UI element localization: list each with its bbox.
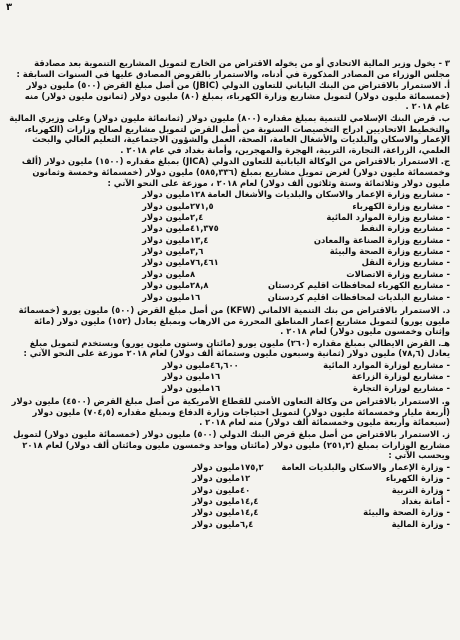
list-e	[8, 360, 450, 394]
list-e-amount: ١٦	[210, 371, 221, 382]
list-e-unit: مليون دولار	[162, 382, 210, 393]
list-c-unit: مليون دولار	[142, 246, 190, 257]
list-e-amount: ٤٦,٦٠٠	[210, 360, 239, 370]
list-g-amount: ٤٠	[240, 484, 251, 495]
list-c-row	[8, 201, 450, 212]
list-g-name: - وزارة الكهرباء	[385, 473, 450, 484]
list-c-amount: ١٦	[190, 291, 201, 302]
item-g-paragraph: ز. الاستمرار بالاقتراض من أصل مبلغ قرض البنك الدولي (٥٠٠) مليون دولار (خمسمائة مليون دولار) لتمويل مشاريع الوزارات بمبلغ (٢٥١,٢) مليون دولار (مائتان وواحد وخمسون مليون ومائتان ألف دولار) لعام ٢٠١٨ ويحسب الآتي :	[13, 428, 450, 461]
list-c-amount: ٢٧١,٥	[190, 200, 214, 211]
list-c-amount: ٨	[190, 268, 196, 279]
list-g-amount: ١٢	[240, 473, 251, 484]
list-c-row	[8, 257, 450, 268]
document-body	[8, 58, 450, 530]
list-e-name: - مشاريع لوزارة الزراعة	[351, 371, 450, 382]
item-a-paragraph: أ. الاستمرار بالاقتراض من البنك الياباني للتعاون الدولي (JBIC) من أصل مبلغ القرض (٥٠٠) مليون دولار (خمسمائة مليون دولار) لتمويل مشاريع وزارة الكهرباء، بمبلغ (٨٠) مليون دولار (ثمانون مليون دولار) منه عام ٢٠١٨ .	[24, 80, 450, 112]
list-e-name: - مشاريع لوزارة التجارة	[353, 382, 450, 393]
list-g	[8, 462, 450, 530]
list-g-amount: ٦,٤	[240, 518, 254, 529]
page-marker: ٣	[6, 2, 13, 13]
list-c	[8, 189, 450, 303]
list-g-unit: مليون دولار	[192, 473, 240, 484]
item-e-paragraph: هـ. القرض الايطالي بمبلغ مقداره (٢٦٠) مليون يورو (مائتان وستون مليون يورو) ويستخدم لتمويل مبلغ يعادل (٧٨,٦) مليون دولار (ثمانية وسبعون مليون وستمائة ألف دولار) لعام ٢٠١٨ موزعة على النحو الآتي :	[23, 337, 450, 359]
list-g-amount: ١٤,٤	[240, 507, 259, 518]
list-c-unit: مليون دولار	[142, 234, 190, 245]
list-c-name: - مشاريع وزارة الكهرباء	[352, 200, 450, 211]
list-e-amount: ١٦	[210, 382, 221, 393]
list-g-row	[8, 519, 450, 530]
list-c-name: - مشاريع وزارة الصحة والبيئة	[329, 246, 450, 257]
list-c-name: - مشاريع وزارة الصناعة والمعادن	[313, 234, 450, 245]
list-g-name: - أمانة بغداد	[401, 495, 450, 506]
list-g-unit: مليون دولار	[192, 495, 240, 506]
list-c-unit: مليون دولار	[142, 223, 190, 234]
list-c-name: - مشاريع وزارة النفط	[360, 223, 450, 234]
list-c-unit: مليون دولار	[142, 268, 190, 279]
list-c-amount: ٢٨,٨	[190, 280, 209, 291]
list-c-name: - مشاريع الكهرباء لمحافظات اقليم كردستان	[267, 280, 450, 291]
list-c-row	[8, 212, 450, 223]
list-c-amount: ٤١,٣٧٥	[190, 223, 219, 234]
item-f-paragraph: و. الاستمرار بالاقتراض من وكالة التعاون الأمني للقطاع الأمريكية من أصل مبلغ القرض (٤٥٠٠) مليون دولار (أربعة مليار وخمسمائة مليون دولار) لتمويل احتياجات وزارة الدفاع وبمبلغ مقداره (٧٠٤,٥) مليون دولار (سبعمائة وأربعة مليون وخمسمائة ألف دولار) منه لعام ٢٠١٨ .	[11, 396, 450, 428]
list-c-unit: مليون دولار	[142, 257, 190, 268]
list-e-unit: مليون دولار	[162, 371, 210, 382]
list-g-name: - وزارة المالية	[391, 518, 450, 529]
list-g-amount: ١٧٥,٢	[240, 461, 264, 472]
list-c-unit: مليون دولار	[142, 280, 190, 291]
list-c-name: - مشاريع البلديات لمحافظات اقليم كردستان	[267, 291, 450, 302]
intro-paragraph: ٣ - يخول وزير المالية الاتحادي أو من يخوله الاقتراض من الخارج لتمويل المشاريع التنموية بعد مصادقة مجلس الوزراء من المصادر المذكورة في أدناه، والاستمرار بالقروض المصادق عليها في السنوات السابقة :	[16, 58, 450, 79]
list-c-row	[8, 235, 450, 246]
list-e-row	[8, 360, 450, 371]
list-g-name: - وزارة الصحة والبيئة	[363, 507, 450, 518]
list-e-row	[8, 383, 450, 394]
list-c-unit: مليون دولار	[142, 291, 190, 302]
list-c-row	[8, 223, 450, 234]
list-c-amount: ٧٦,٤٦١	[190, 257, 219, 268]
item-c-paragraph: ج. الاستمرار بالاقتراض من الوكالة اليابانية للتعاون الدولي (JICA) بمبلغ مقداره (١٥٠٠) مليون دولار (ألف وخمسمائة مليون دولار) لغرض تمويل مشاريع بمبلغ (٥٨٥,٣٣٦) مليون دولار (خمسمائة وخمسة وثمانون مليون دولار وثلاثمائة وستة وثلاثون ألف دولار) لعام ٢٠١٨ ، موزعة على النحو الآتي :	[21, 156, 450, 188]
list-g-row	[8, 462, 450, 473]
list-c-name: - مشاريع وزارة النقل	[361, 257, 450, 268]
list-g-row	[8, 507, 450, 518]
list-c-amount: ١٢٨	[190, 189, 206, 200]
list-g-unit: مليون دولار	[192, 461, 240, 472]
list-c-unit: مليون دولار	[142, 189, 190, 200]
list-c-unit: مليون دولار	[142, 200, 190, 211]
list-c-name: - مشاريع وزارة الإعمار والاسكان والبلديات والأشغال العامة	[207, 189, 450, 200]
list-g-name: - وزارة الإعمار والاسكان والبلديات العامة	[281, 461, 450, 472]
list-g-unit: مليون دولار	[192, 484, 240, 495]
list-g-row	[8, 473, 450, 484]
list-c-row	[8, 280, 450, 291]
list-c-amount: ١٣,٤	[190, 234, 209, 245]
list-g-unit: مليون دولار	[192, 507, 240, 518]
list-c-row	[8, 269, 450, 280]
list-c-name: - مشاريع وزارة الاتصالات	[346, 268, 450, 279]
list-g-row	[8, 485, 450, 496]
list-c-row	[8, 189, 450, 200]
list-c-amount: ٣,٦	[190, 246, 204, 257]
item-b-paragraph: ب. قرض البنك الإسلامي للتنمية بمبلغ مقداره (٨٠٠) مليون دولار (ثمانمائة مليون دولار) وعلى وزيري المالية والتخطيط الاتحاديين ادراج التخصيصات السنوية من أصل القرض لتمويل مشاريع لصالح وزارات (الكهرباء، الإعمار والاسكان والبلديات والأشغال العامة، الصحة، العمل والشؤون الاجتماعية، التعليم العالي والبحث العلمي، الزراعة، التجارة، التربية، الهجرة والمهجرين، وأمانة بغداد في عام ٢٠١٨ .	[9, 112, 450, 155]
list-g-row	[8, 496, 450, 507]
list-c-unit: مليون دولار	[142, 211, 190, 222]
list-e-row	[8, 371, 450, 382]
list-e-unit: مليون دولار	[162, 360, 210, 370]
list-g-name: - وزارة التربية	[391, 484, 450, 495]
list-c-name: - مشاريع وزارة الموارد المائية	[326, 211, 450, 222]
list-c-amount: ٢,٤	[190, 211, 204, 222]
item-d-paragraph: د. الاستمرار بالاقتراض من بنك التنمية الالماني (KFW) من أصل مبلغ القرض (٥٠٠) مليون يورو (خمسمائة مليون يورو) لتمويل مشاريع إعمار المناطق المحررة من الارهاب وبمبلغ يعادل (١٥٢) مليون دولار (مائة وإثنان وخمسون مليون دولار) لعام ٢٠١٨ .	[18, 305, 450, 337]
list-c-row	[8, 246, 450, 257]
list-g-unit: مليون دولار	[192, 518, 240, 529]
list-c-row	[8, 292, 450, 303]
list-g-amount: ١٤,٤	[240, 495, 259, 506]
list-e-name: - مشاريع لوزارة الموارد المائية	[323, 360, 450, 370]
